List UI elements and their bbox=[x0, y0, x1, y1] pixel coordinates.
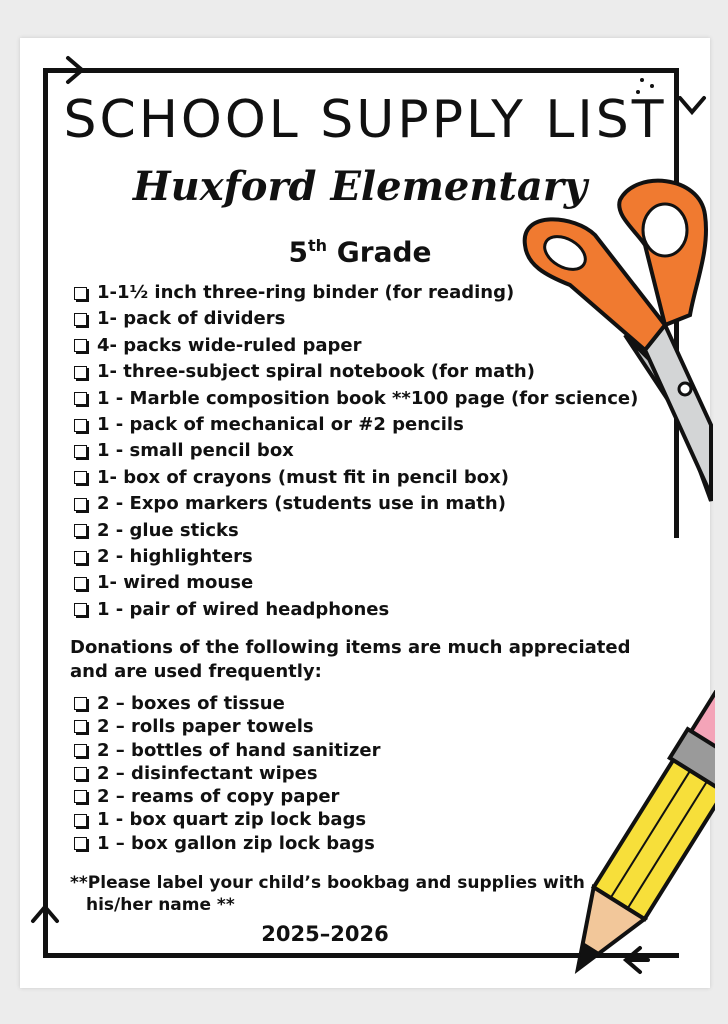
list-item-text: 2 – bottles of hand sanitizer bbox=[97, 739, 381, 761]
list-item-text: 1 – box gallon zip lock bags bbox=[97, 832, 375, 854]
list-item-text: 2 – disinfectant wipes bbox=[97, 762, 318, 784]
grade-label bbox=[200, 226, 520, 272]
arrow-top-left-icon bbox=[50, 50, 90, 90]
label-note-line1: **Please label your child’s bookbag and supplies with bbox=[70, 873, 585, 893]
list-item-text: 1- three-subject spiral notebook (for math) bbox=[97, 361, 535, 383]
list-item-text: 1 - small pencil box bbox=[97, 440, 294, 462]
checkbox-icon[interactable] bbox=[74, 790, 87, 803]
list-item bbox=[74, 715, 380, 738]
list-item-text: 1 - box quart zip lock bags bbox=[97, 809, 367, 831]
donations-heading-line1: Donations of the following items are much appreciated bbox=[70, 637, 631, 658]
grade-number: 5 bbox=[288, 235, 308, 269]
checkbox-icon[interactable] bbox=[74, 814, 87, 827]
list-item-text: 2 - Expo markers (students use in math) bbox=[97, 493, 506, 515]
donation-list bbox=[74, 692, 380, 855]
list-item bbox=[74, 832, 380, 855]
list-item bbox=[74, 762, 380, 785]
school-name: Huxford Elementary bbox=[132, 163, 588, 210]
list-item-text: 2 – reams of copy paper bbox=[97, 786, 340, 808]
list-item-text: 4- packs wide-ruled paper bbox=[97, 334, 362, 356]
list-item bbox=[74, 280, 638, 306]
list-item-text: 2 – boxes of tissue bbox=[97, 693, 285, 714]
list-item bbox=[74, 597, 638, 623]
checkbox-icon[interactable] bbox=[74, 524, 87, 537]
supply-list bbox=[74, 280, 638, 623]
page-title: SCHOOL SUPPLY LIST bbox=[63, 90, 667, 150]
checkbox-icon[interactable] bbox=[74, 498, 87, 511]
checkbox-icon[interactable] bbox=[74, 767, 87, 780]
checkbox-icon[interactable] bbox=[74, 551, 87, 564]
list-item bbox=[74, 412, 638, 438]
grade-word: Grade bbox=[336, 235, 432, 269]
list-item bbox=[74, 386, 638, 412]
school-year: 2025–2026 bbox=[261, 922, 389, 946]
list-item bbox=[74, 785, 380, 808]
checkbox-icon[interactable] bbox=[74, 419, 87, 432]
donations-heading bbox=[70, 636, 650, 684]
list-item-text: 1 - pack of mechanical or #2 pencils bbox=[97, 413, 464, 435]
list-item-text: 2 - glue sticks bbox=[97, 519, 239, 541]
list-item-text: 1- pack of dividers bbox=[97, 308, 286, 330]
arrow-bottom-left-icon bbox=[25, 895, 65, 935]
list-item bbox=[74, 491, 638, 517]
scissor-blade-right bbox=[645, 325, 711, 495]
checkbox-icon[interactable] bbox=[74, 720, 87, 733]
list-item-text: 1-1½ inch three-ring binder (for reading) bbox=[97, 282, 515, 303]
list-item bbox=[74, 306, 638, 332]
checkbox-icon[interactable] bbox=[74, 392, 87, 405]
checkbox-icon[interactable] bbox=[74, 697, 87, 710]
checkbox-icon[interactable] bbox=[74, 603, 87, 616]
list-item bbox=[74, 438, 638, 464]
checkbox-icon[interactable] bbox=[74, 339, 87, 352]
checkbox-icon[interactable] bbox=[74, 577, 87, 590]
list-item-text: 1 - Marble composition book **100 page (for science) bbox=[97, 387, 639, 409]
list-item bbox=[74, 570, 638, 596]
checkbox-icon[interactable] bbox=[74, 287, 87, 300]
checkbox-icon[interactable] bbox=[74, 744, 87, 757]
list-item bbox=[74, 739, 380, 762]
checkbox-icon[interactable] bbox=[74, 445, 87, 458]
list-item-text: 2 - highlighters bbox=[97, 545, 253, 567]
arrow-top-right-icon bbox=[672, 88, 712, 128]
list-item-text: 1- box of crayons (must fit in pencil box) bbox=[97, 466, 510, 488]
label-note-line2: his/her name ** bbox=[86, 895, 235, 915]
list-item bbox=[74, 518, 638, 544]
list-item-text: 1- wired mouse bbox=[97, 572, 254, 594]
checkbox-icon[interactable] bbox=[74, 313, 87, 326]
list-item bbox=[74, 359, 638, 385]
list-item bbox=[74, 808, 380, 831]
checkbox-icon[interactable] bbox=[74, 471, 87, 484]
list-item-text: 1 - pair of wired headphones bbox=[97, 598, 390, 620]
list-item bbox=[74, 465, 638, 491]
list-item bbox=[74, 544, 638, 570]
list-item bbox=[74, 692, 380, 715]
checkbox-icon[interactable] bbox=[74, 366, 87, 379]
pencil-icon bbox=[555, 690, 715, 990]
donations-heading-line2: and are used frequently: bbox=[70, 661, 322, 682]
grade-suffix: th bbox=[307, 236, 328, 255]
list-item bbox=[74, 333, 638, 359]
label-note bbox=[70, 872, 630, 916]
checkbox-icon[interactable] bbox=[74, 837, 87, 850]
list-item-text: 2 – rolls paper towels bbox=[97, 716, 314, 738]
